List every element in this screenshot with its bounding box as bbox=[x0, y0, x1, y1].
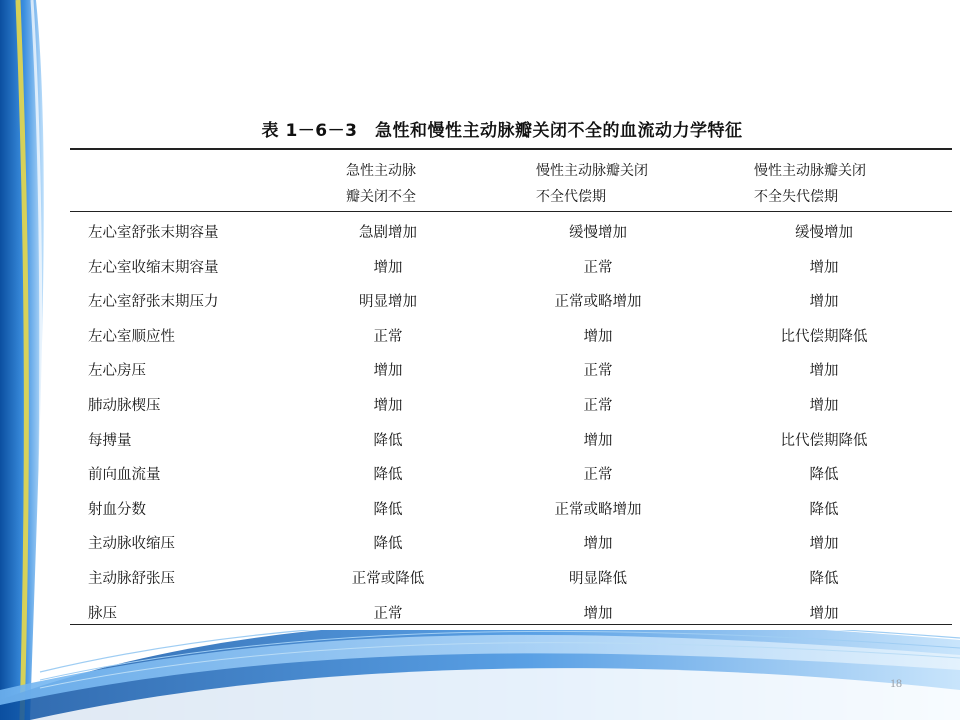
column-header-acute bbox=[346, 158, 416, 210]
table-row bbox=[48, 320, 956, 354]
table-caption: 表 1－6－3 急性和慢性主动脉瓣关闭不全的血流动力学特征 bbox=[261, 121, 743, 141]
table-row bbox=[48, 493, 956, 527]
cell-compensated: 明显降低 bbox=[569, 571, 627, 587]
row-label: 左心房压 bbox=[88, 363, 146, 380]
cell-compensated: 正常或略增加 bbox=[554, 294, 642, 311]
cell-decompensated: 比代偿期降低 bbox=[780, 432, 868, 449]
cell-acute: 正常或降低 bbox=[351, 571, 425, 587]
table-row bbox=[48, 216, 956, 250]
cell-decompensated: 降低 bbox=[809, 501, 839, 518]
cell-acute: 急剧增加 bbox=[359, 225, 417, 241]
cell-acute: 增加 bbox=[373, 398, 403, 414]
cell-compensated: 正常 bbox=[583, 259, 613, 276]
table-header-rule bbox=[70, 211, 952, 212]
cell-compensated: 缓慢增加 bbox=[569, 225, 627, 241]
cell-compensated: 正常 bbox=[583, 398, 613, 414]
cell-acute: 正常 bbox=[373, 328, 403, 345]
table-row bbox=[48, 458, 956, 492]
row-label: 左心室顺应性 bbox=[88, 328, 175, 345]
cell-compensated: 增加 bbox=[583, 605, 613, 622]
cell-acute: 降低 bbox=[373, 467, 403, 484]
cell-decompensated: 增加 bbox=[809, 259, 839, 276]
table-row bbox=[48, 389, 956, 423]
table-row bbox=[48, 527, 956, 561]
table-row bbox=[48, 424, 956, 458]
cell-decompensated: 缓慢增加 bbox=[795, 225, 853, 241]
column-header-line: 不全代偿期 bbox=[536, 189, 606, 205]
column-header-line: 急性主动脉 bbox=[346, 163, 416, 179]
table-top-rule bbox=[70, 148, 952, 150]
cell-compensated: 正常或略增加 bbox=[554, 501, 642, 518]
cell-acute: 降低 bbox=[373, 432, 403, 449]
row-label: 肺动脉楔压 bbox=[88, 398, 161, 414]
column-header-line: 慢性主动脉瓣关闭 bbox=[536, 163, 648, 179]
cell-acute: 增加 bbox=[373, 259, 403, 276]
column-header-decompensated bbox=[754, 158, 866, 210]
table-row bbox=[48, 285, 956, 319]
cell-compensated: 增加 bbox=[583, 536, 613, 553]
cell-decompensated: 增加 bbox=[809, 536, 839, 553]
column-header-line: 瓣关闭不全 bbox=[346, 189, 416, 205]
cell-compensated: 增加 bbox=[583, 432, 613, 449]
row-label: 每搏量 bbox=[88, 432, 132, 449]
cell-acute: 正常 bbox=[373, 605, 403, 622]
row-label: 射血分数 bbox=[88, 501, 146, 518]
cell-compensated: 增加 bbox=[583, 328, 613, 345]
row-label: 左心室舒张末期容量 bbox=[88, 225, 219, 241]
cell-decompensated: 比代偿期降低 bbox=[780, 328, 868, 345]
row-label: 脉压 bbox=[88, 605, 117, 622]
row-label: 左心室舒张末期压力 bbox=[88, 294, 219, 311]
cell-compensated: 正常 bbox=[583, 363, 613, 380]
column-header-line: 慢性主动脉瓣关闭 bbox=[754, 163, 866, 179]
cell-decompensated: 增加 bbox=[809, 294, 839, 311]
table-row bbox=[48, 251, 956, 285]
table-row bbox=[48, 597, 956, 631]
table-row bbox=[48, 354, 956, 388]
row-label: 主动脉舒张压 bbox=[88, 571, 175, 587]
cell-decompensated: 增加 bbox=[809, 363, 839, 380]
cell-acute: 降低 bbox=[373, 501, 403, 518]
row-label: 前向血流量 bbox=[88, 467, 161, 484]
cell-decompensated: 增加 bbox=[809, 605, 839, 622]
cell-decompensated: 降低 bbox=[809, 571, 839, 587]
column-header-compensated bbox=[536, 158, 648, 210]
table-document bbox=[48, 88, 956, 630]
row-label: 左心室收缩末期容量 bbox=[88, 259, 219, 276]
cell-decompensated: 增加 bbox=[809, 398, 839, 414]
cell-acute: 明显增加 bbox=[359, 294, 417, 311]
table-row bbox=[48, 562, 956, 596]
column-header-line: 不全失代偿期 bbox=[754, 189, 838, 205]
row-label: 主动脉收缩压 bbox=[88, 536, 175, 553]
table-bottom-rule bbox=[70, 624, 952, 625]
cell-acute: 增加 bbox=[373, 363, 403, 380]
cell-decompensated: 降低 bbox=[809, 467, 839, 484]
cell-acute: 降低 bbox=[373, 536, 403, 553]
cell-compensated: 正常 bbox=[583, 467, 613, 484]
page-number: 18 bbox=[890, 676, 902, 690]
